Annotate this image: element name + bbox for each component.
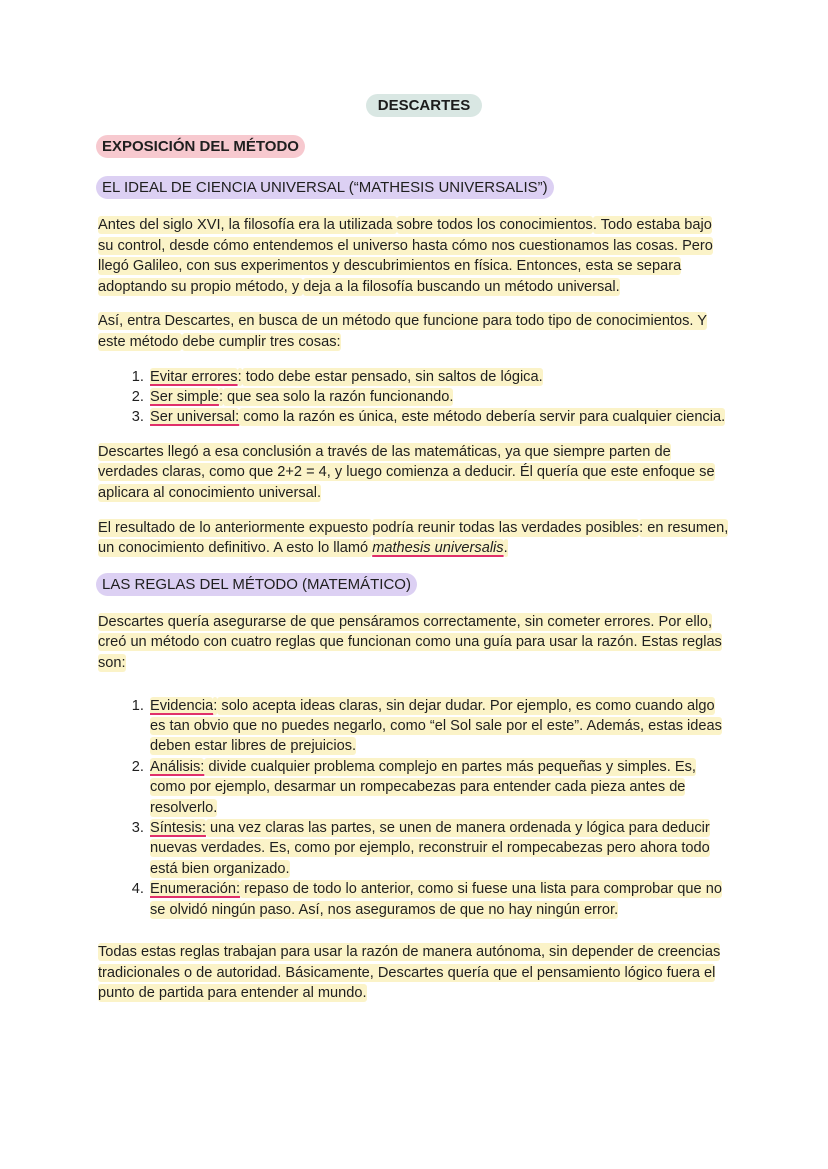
paragraph-2 (98, 311, 730, 352)
title-row (98, 94, 730, 117)
list-term: Ser universal: (150, 409, 240, 426)
list-item: 1. Evidencia: solo acepta ideas claras, sin dejar dudar. Por ejemplo, es como cuando algo es tan obvio que no puedes negarlo, como “el Sol sale por el este”. Además, estas ideas deben estar libres de prejuicios. (148, 696, 730, 757)
paragraph-6: Todas estas reglas trabajan para usar la razón de manera autónoma, sin depender de creencias tradicionales o de autoridad. Básicamente, Descartes quería que el pensamiento lógico fuera el punto de partida para entender al mundo. (98, 944, 721, 1002)
rules-list (98, 696, 730, 920)
list-item (148, 879, 730, 920)
paragraph-5: Descartes quería asegurarse de que pensáramos correctamente, sin cometer errores. Por ello, creó un método con cuatro reglas que funcionan como una guía para usar la razón. Estas reglas son: (98, 613, 722, 671)
list-term: Síntesis: (150, 819, 206, 836)
document-body (98, 94, 730, 1018)
section-heading: EXPOSICIÓN DEL MÉTODO (96, 135, 305, 158)
list-text: divide cualquier problema complejo en partes más pequeñas y simples. Es, como por ejemplo, desarmar un rompecabezas para entender cada pieza antes de resolverlo. (150, 758, 696, 816)
paragraph-3: Descartes llegó a esa conclusión a través de las matemáticas, ya que siempre parten de verdades claras, como que 2+2 = 4, y luego comienza a deducir. Él quería que este enfoque se aplicara al conocimiento universal. (98, 443, 715, 501)
p2-part-a: Así, entra Descartes, en busca de un método que funcione para todo tipo de conocimientos. Y este método (98, 313, 707, 350)
p1-part-a: Antes del siglo XVI, la filosofía era la utilizada (98, 217, 397, 233)
list-term: Evitar errores (150, 368, 238, 385)
list-term: Enumeración: (150, 881, 241, 898)
paragraph-1 (98, 215, 730, 297)
list-text: todo debe estar pensado, sin saltos de lógica. (241, 368, 543, 385)
list-text: una vez claras las partes, se unen de manera ordenada y lógica para deducir nuevas verdades. Es, como por ejemplo, reconstruir el rompecabezas pero ahora todo está bien organizado. (150, 819, 710, 877)
subsection-heading-2: LAS REGLAS DEL MÉTODO (MATEMÁTICO) (96, 573, 417, 596)
subsection-heading-1: EL IDEAL DE CIENCIA UNIVERSAL (“MATHESIS UNIVERSALIS”) (96, 176, 554, 199)
list-term: Análisis: (150, 758, 205, 775)
list-text: solo acepta ideas claras, sin dejar dudar. Por ejemplo, es como cuando algo es tan obvio que no puedes negarlo, como “el Sol sale por el este”. Además, estas ideas deben estar libres de prejuicios. (150, 697, 722, 755)
document-title: DESCARTES (366, 94, 483, 117)
list-text: repaso de todo lo anterior, como si fuese una lista para comprobar que no se olvidó ningún paso. Así, nos aseguramos de que no hay ningún error. (150, 881, 722, 918)
p2-part-b: debe cumplir tres cosas: (182, 333, 341, 350)
list-item (148, 818, 730, 879)
list-text: como la razón es única, este método debería servir para cualquier ciencia. (239, 409, 726, 426)
p1-part-d: deja a la filosofía buscando un método universal. (303, 278, 620, 295)
list-item (148, 757, 730, 818)
paragraph-4: El resultado de lo anteriormente expuesto podría reunir todas las verdades posibles: en resumen, un conocimiento definitivo. A esto lo llamó mathesis universalis. (98, 519, 729, 557)
list-item: 2. Ser simple: que sea solo la razón funcionando. (148, 387, 730, 407)
requirements-list (98, 367, 730, 428)
list-term: Evidencia (150, 697, 214, 714)
list-item (148, 407, 730, 427)
mathesis-term: mathesis universalis (372, 540, 504, 557)
p1-part-b: sobre todos los conocimientos (396, 217, 593, 233)
list-item: 1. Evitar errores: todo debe estar pensado, sin saltos de lógica. (148, 367, 730, 387)
p1-part-c: . Todo estaba bajo su control, desde cómo entendemos el universo hasta cómo nos cuestionamos las cosas. Pero llegó Galileo, con sus experimentos y descubrimientos en física. Entonces, esta se separa adoptando su propio método, y (98, 217, 713, 295)
list-text: que sea solo la razón funcionando. (223, 388, 454, 405)
list-term: Ser simple (150, 388, 219, 405)
